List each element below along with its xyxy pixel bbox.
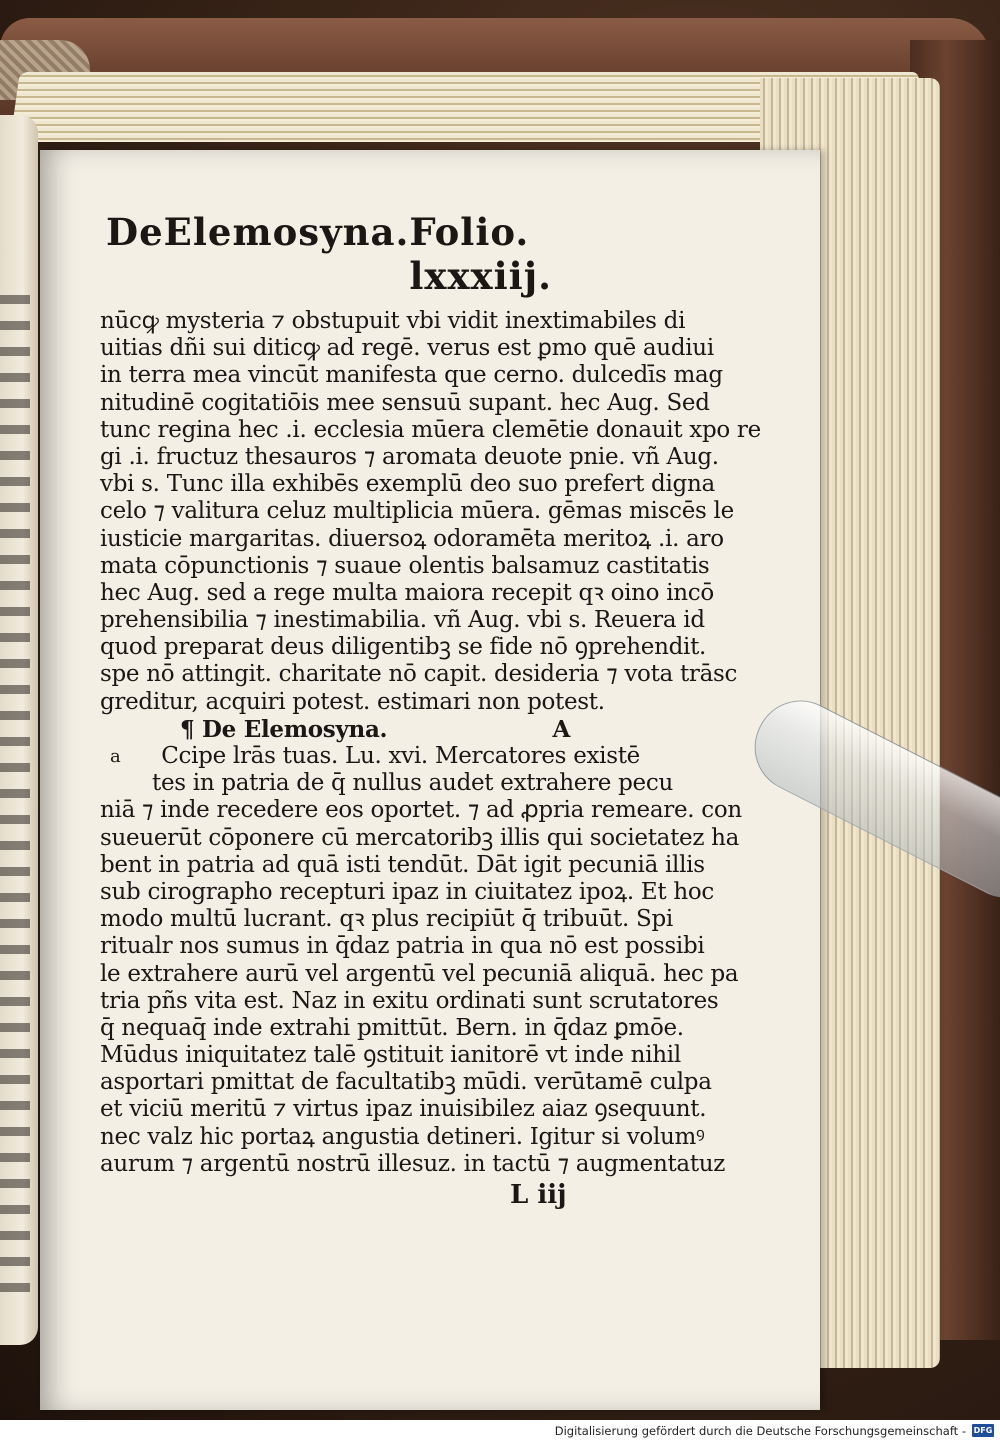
text-line: tria pñs vita est. Naz in exitu ordinati sunt scrutatores — [100, 987, 719, 1014]
running-head-folio: Folio. lxxxiij. — [409, 210, 552, 298]
initial-line — [100, 743, 640, 770]
left-page-text — [0, 295, 30, 1295]
text-line: spe nō attingit. charitate nō capit. desideria ⁊ vota trāsc — [100, 661, 738, 688]
text-line: niā ⁊ inde recedere eos oportet. ⁊ ad ꝓpria remeare. con — [100, 797, 742, 824]
running-head-de: De — [106, 210, 164, 254]
text-line: modo multū lucrant. qꝛ plus recipiūt q̄ tribuūt. Spi — [100, 906, 673, 933]
text-line: tes in patria de q̄ nullus audet extrahere pecu — [152, 770, 673, 797]
section-marker: ¶ De Elemosyna. — [180, 715, 388, 743]
text-block — [100, 210, 761, 1210]
text-line: sub cirographo recepturi ipaz in ciuitatez ipoꝝ. Et hoc — [100, 878, 714, 905]
initial-line-text: Ccipe lrās tuas. Lu. xvi. Mercatores existē — [161, 743, 640, 769]
text-line: Mūdus iniquitatez talē ꝯstituit ianitorē vt inde nihil — [100, 1042, 681, 1069]
text-line: bent in patria ad quā isti tendūt. Dāt igit pecuniā illis — [100, 851, 705, 878]
text-lines — [100, 308, 761, 1178]
text-line: tunc regina hec .i. ecclesia mūera clemētie donauit xpo re — [100, 416, 761, 443]
text-line: prehensibilia ⁊ inestimabilia. vñ Aug. vbi s. Reuera id — [100, 607, 705, 634]
text-line: q̄ nequaq̄ inde extrahi pmittūt. Bern. in q̄daz ꝑmōe. — [100, 1014, 684, 1041]
text-line: celo ⁊ valitura celuz multiplicia mūera. gēmas miscēs le — [100, 498, 734, 525]
text-line: gi .i. fructuz thesauros ⁊ aromata deuote pnie. vñ Aug. — [100, 443, 719, 470]
left-page-edge — [0, 115, 38, 1345]
text-line: in terra mea vincūt manifesta que cerno. dulcedīs mag — [100, 362, 723, 389]
running-head-title: Elemosyna. — [163, 210, 410, 254]
text-line: asportari pmittat de facultatibꝫ mūdi. verūtamē culpa — [100, 1069, 712, 1096]
text-line: le extrahere aurū vel argentū vel pecuniā aliquā. hec pa — [100, 960, 739, 987]
text-line: et viciū meritū ⁊ virtus ipaz inuisibilez aiaz ꝯsequunt. — [100, 1096, 707, 1123]
text-line: ritualr nos sumus in q̄daz patria in qua nō est possibi — [100, 933, 705, 960]
section-heading — [100, 716, 640, 743]
text-line: iusticie margaritas. diuersoꝝ odoramēta meritoꝝ .i. aro — [100, 525, 724, 552]
text-line: mata cōpunctionis ⁊ suaue olentis balsamuz castitatis — [100, 552, 710, 579]
footer-credit: Digitalisierung gefördert durch die Deutsche Forschungsgemeinschaft - — [554, 1423, 966, 1438]
text-line: greditur, acquiri potest. estimari non potest. — [100, 688, 605, 715]
dfg-logo-icon: DFG — [973, 1426, 993, 1435]
section-letter: A — [552, 715, 570, 743]
text-line: quod preparat deus diligentibꝫ se fide nō ꝯprehendit. — [100, 634, 707, 661]
book-page — [40, 150, 820, 1410]
margin-letter: a — [110, 746, 121, 767]
text-line: aurum ⁊ argentū nostrū illesuz. in tactū ⁊ augmentatuz — [100, 1150, 726, 1177]
footer-bar — [0, 1420, 1000, 1441]
text-line: nec valz hic portaꝝ angustia detineri. Igitur si volumꝰ — [100, 1123, 705, 1150]
text-line: nūcꝙ mysteria ⁊ obstupuit vbi vidit inextimabiles di — [100, 308, 686, 334]
running-head — [106, 210, 626, 298]
text-line: sueuerūt cōponere cū mercatoribꝫ illis qui societatez ha — [100, 824, 740, 851]
text-line: nitudinē cogitatiōis mee sensuū supant. hec Aug. Sed — [100, 389, 710, 416]
text-line: uitias dñi sui diticꝙ ad regē. verus est ꝑmo quē audiui — [100, 335, 714, 362]
text-line: vbi s. Tunc illa exhibēs exemplū deo suo prefert digna — [100, 471, 715, 498]
text-line: hec Aug. sed a rege multa maiora recepit qꝛ oino incō — [100, 579, 714, 606]
signature-mark: L iij — [510, 1180, 567, 1210]
